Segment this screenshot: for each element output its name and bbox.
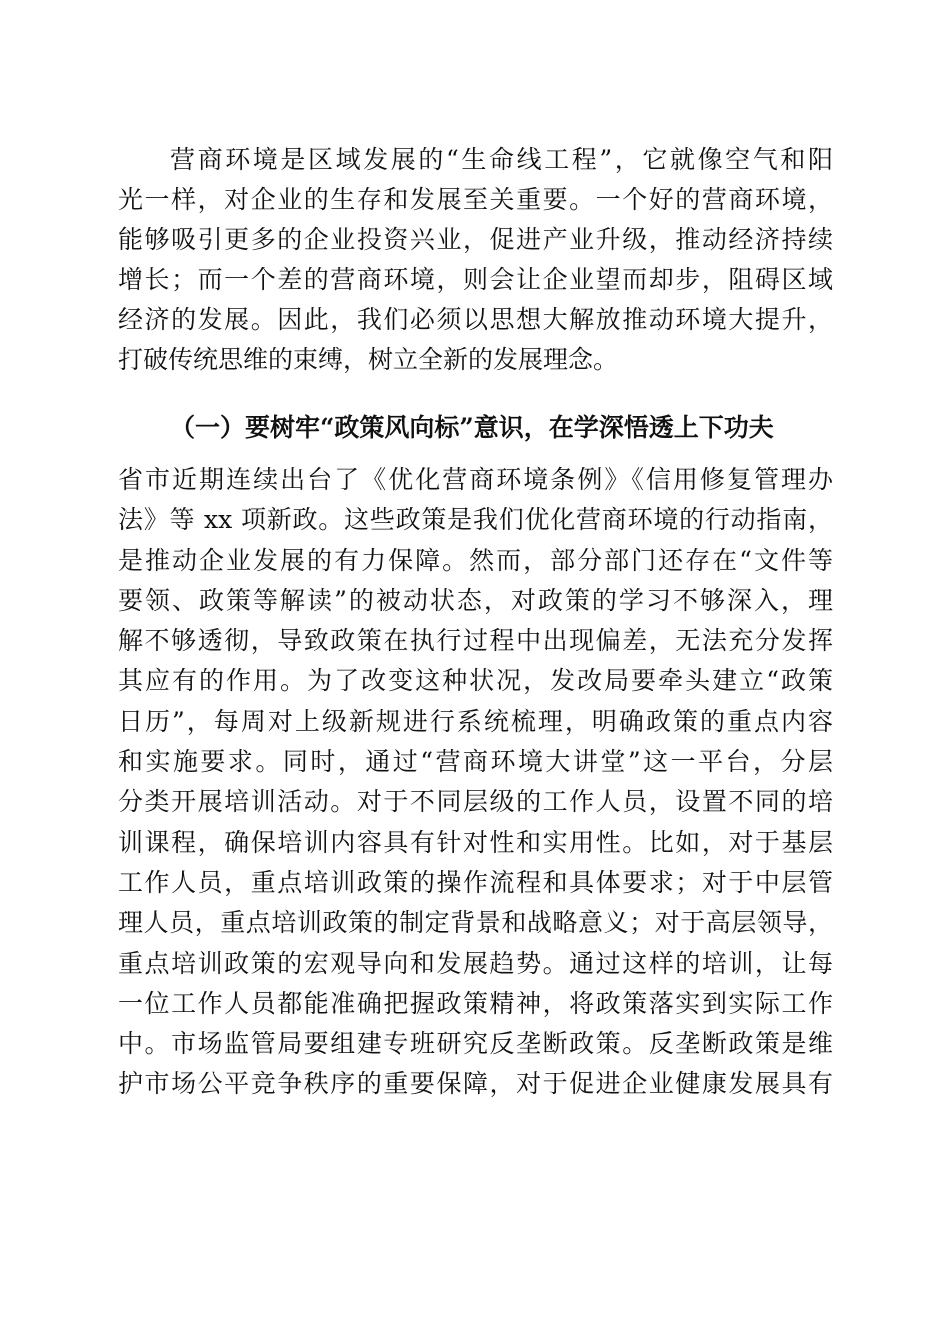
text-line: 一位工作人员都能准确把握政策精神，将政策落实到实际工作 (118, 988, 833, 1018)
text-line: 解不够透彻，导致政策在执行过程中出现偏差，无法充分发挥 (118, 626, 833, 656)
text-line: 打破传统思维的束缚，树立全新的发展理念。 (118, 345, 619, 374)
text-line: 和实施要求。同时，通过“营商环境大讲堂”这一平台，分层 (118, 747, 833, 777)
text-line: 经济的发展。因此，我们必须以思想大解放推动环境大提升， (118, 305, 833, 334)
section-heading (118, 408, 833, 448)
text-line: 其应有的作用。为了改变这种状况，发改局要牵头建立“政策 (118, 666, 833, 696)
text-line: 重点培训政策的宏观导向和发展趋势。通过这样的培训，让每 (118, 948, 833, 978)
text-line: 能够吸引更多的企业投资兴业，促进产业升级，推动经济持续 (118, 225, 833, 254)
text-line: 法》等 xx 项新政。这些政策是我们优化营商环境的行动指南， (118, 505, 833, 535)
text-line: 训课程，确保培训内容具有针对性和实用性。比如，对于基层 (118, 827, 833, 857)
text-line: 是推动企业发展的有力保障。然而，部分部门还存在“文件等 (118, 545, 833, 575)
text-line: 护市场公平竞争秩序的重要保障，对于促进企业健康发展具有 (118, 1069, 833, 1099)
text-line: 增长；而一个差的营商环境，则会让企业望而却步，阻碍区域 (118, 265, 833, 294)
text-line: 理人员，重点培训政策的制定背景和战略意义；对于高层领导， (118, 908, 833, 938)
text-line: 日历”，每周对上级新规进行系统梳理，明确政策的重点内容 (118, 706, 833, 736)
text-line: 中。市场监管局要组建专班研究反垄断政策。反垄断政策是维 (118, 1029, 833, 1059)
paragraph-policy (118, 460, 833, 1105)
text-line: 工作人员，重点培训政策的操作流程和具体要求；对于中层管 (118, 867, 833, 897)
heading-text: （一）要树牢“政策风向标”意识，在学深悟透上下功夫 (170, 413, 774, 442)
text-line: 分类开展培训活动。对于不同层级的工作人员，设置不同的培 (118, 787, 833, 817)
paragraph-intro (118, 140, 833, 380)
text-line: 光一样，对企业的生存和发展至关重要。一个好的营商环境， (118, 185, 833, 214)
text-line: 要领、政策等解读”的被动状态，对政策的学习不够深入，理 (118, 585, 833, 615)
text-line: 营商环境是区域发展的“生命线工程”，它就像空气和阳 (170, 145, 833, 174)
text-line: 省市近期连续出台了《优化营商环境条例》《信用修复管理办 (118, 465, 833, 494)
